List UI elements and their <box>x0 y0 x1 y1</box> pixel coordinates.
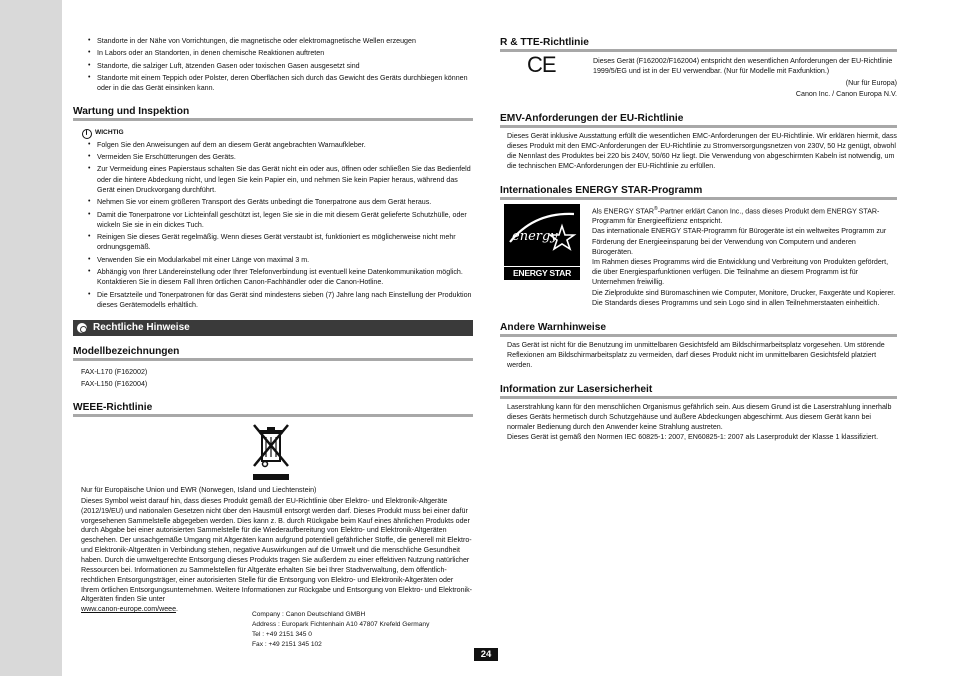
weee-symbol <box>251 422 291 483</box>
ce-mark <box>500 52 593 77</box>
laser-paragraph: Laserstrahlung kann für den menschlichen Organismus gefährlich sein. Aus diesem Grund ist die Laserstrahlung innerhalb dieses Geräts hermetisch durch Schutzgehäuse und äußere Abdeckungen abgeschirmt. Aus diesem Gerät kann bei normaler Bedienung durch den Anwender keine Strahlung austreten. <box>507 402 892 432</box>
rtte-note: (Nur für Europa) <box>845 79 897 88</box>
company-line: Address : Europark Fichtenhain A10 47807 Krefeld Germany <box>252 621 430 629</box>
company-line: Fax : +49 2151 345 102 <box>252 641 322 649</box>
rtte-company: Canon Inc. / Canon Europa N.V. <box>795 89 897 98</box>
list-item: • Nehmen Sie vor einem größeren Transport des Geräts unbedingt die Tonerpatrone aus dem Gerät heraus. <box>73 197 473 207</box>
rtte-section <box>500 52 897 77</box>
model-item: FAX-L170 (F162002) <box>81 368 148 377</box>
weee-heading: WEEE-Richtlinie <box>73 402 473 417</box>
energy-star-text <box>592 204 897 308</box>
weee-company-block <box>252 610 473 650</box>
right-column <box>500 0 897 442</box>
list-item: • Reinigen Sie dieses Gerät regelmäßig. Wenn dieses Gerät verstaubt ist, funktioniert es möglicherweise nicht mehr ordnungsgemäß. <box>73 232 473 252</box>
energy-star-paragraph <box>592 204 897 227</box>
energy-star-script: energy <box>512 228 558 244</box>
list-item: • Standorte in der Nähe von Vorrichtungen, die magnetische oder elektromagnetische Wellen erzeugen <box>73 36 473 46</box>
model-list <box>73 367 473 389</box>
emv-body: Dieses Gerät inklusive Ausstattung erfüllt die wesentlichen EMC-Anforderungen der EU-Richtlinie. Wir erklären hiermit, dass dieses Produkt mit den EMC-Anforderungen der EU-Richtlinie zu Stromversorgungsnetzen von 230V, 50 Hz genügt, obwohl die Nennlast des Produktes bei 220 bis 240V, 50/60 Hz liegt. Die Verwendung von abgeschirmten Kabeln ist notwendig, um die technischen EMC-Anforderungen der EU-Richtlinie zu erfüllen. <box>507 131 897 171</box>
company-line: Tel : +49 2151 345 0 <box>252 631 312 639</box>
energy-star-paragraph: Die Zielprodukte sind Büromaschinen wie Computer, Monitore, Drucker, Faxgeräte und Kopierer. Die Standards dieses Programms und sein Logo sind in allen Teilnehmerstaaten einheitlich. <box>592 288 896 307</box>
weee-link[interactable]: www.canon-europe.com/weee <box>81 605 177 614</box>
modell-heading: Modellbezeichnungen <box>73 346 473 361</box>
emv-heading: EMV-Anforderungen der EU-Richtlinie <box>500 113 897 128</box>
left-column <box>73 0 473 650</box>
list-item: • Vermeiden Sie Erschütterungen des Geräts. <box>73 152 473 162</box>
wartung-heading: Wartung und Inspektion <box>73 106 473 121</box>
legal-notices-banner <box>73 320 473 336</box>
registered-mark: ® <box>654 205 658 212</box>
warnings-body: Das Gerät ist nicht für die Benutzung im unmittelbaren Gesichtsfeld am Bildschirmarbeitsplatz vorgesehen. Um störende Reflexionen am Bildschirmarbeitsplatz zu vermeiden, darf dieses Produkt nicht im unmittelbaren Gesichtsfeld platziert werden. <box>507 341 885 370</box>
rtte-heading: R & TTE-Richtlinie <box>500 37 897 52</box>
list-item: • Zur Vermeidung eines Papierstaus schalten Sie das Gerät nicht ein oder aus, öffnen oder schließen Sie das Bedienfeld oder die hintere Abdeckung nicht, und legen Sie kein Papier ein, und nehmen Sie kein Papier heraus, während das Gerät einen Druckvorgang durchführt. <box>73 164 473 195</box>
energy-star-logo-text: ENERGY STAR <box>504 266 580 280</box>
list-item: • Standorte, die salziger Luft, ätzenden Gasen oder toxischen Gasen ausgesetzt sind <box>73 61 473 71</box>
laser-body <box>500 402 897 443</box>
energy-star-logo <box>500 204 592 308</box>
warnings-heading: Andere Warnhinweise <box>500 322 897 337</box>
weee-body <box>73 497 473 615</box>
energy-star-heading: Internationales ENERGY STAR-Programm <box>500 185 897 200</box>
energy-p1-pre: Als ENERGY STAR <box>592 206 655 215</box>
laser-paragraph: Dieses Gerät ist gemäß den Normen IEC 60825-1: 2007, EN60825-1: 2007 als Laserprodukt der Klasse 1 klassifiziert. <box>507 433 879 442</box>
list-item: • Standorte mit einem Teppich oder Polster, deren Oberflächen sich durch das Gewicht des Geräts durchbiegen können oder in die das Gerät einsinken kann. <box>73 73 473 93</box>
laser-heading: Information zur Lasersicherheit <box>500 384 897 399</box>
list-item: • Damit die Tonerpatrone vor Lichteinfall geschützt ist, legen Sie sie in die mit diesem Gerät gelieferte Schutzhülle, oder wickeln Sie sie in ein dickes Tuch. <box>73 210 473 230</box>
list-item: • Verwenden Sie ein Modularkabel mit einer Länge von maximal 3 m. <box>73 255 473 265</box>
weee-body-text: Dieses Symbol weist darauf hin, dass dieses Produkt gemäß der EU-Richtlinie über Elektro- und Elektronik-Altgeräte (2012/19/EU) und nationalen Gesetzen nicht über den Hausmüll entsorgt werden darf. Dieses Produkt muss bei einer dafür vorgesehenen Sammelstelle abgegeben werden. Dies kann z. B. durch Rückgabe beim Kauf eines ähnlichen Produkts oder durch Abgabe bei einer autorisierten Sammelstelle für die Wiederaufbereitung von Elektro- und Elektronik-Altgeräten geschehen. Der unsachgemäße Umgang mit Altgeräten kann aufgrund potentiell gefährlicher Stoffe, die generell mit Elektro- und Elektronik-Altgeräten in Verbindung stehen, negative Auswirkungen auf die Umwelt und die menschliche Gesundheit haben. Durch die umweltgerechte Entsorgung dieses Produkts tragen Sie außerdem zu einer effektiven Nutzung natürlicher Ressourcen bei. Informationen zu Sammelstellen für Altgeräte erhalten Sie bei Ihrer Stadtverwaltung, dem öffentlich-rechtlichen Entsorgungsträger, einer autorisierten Stelle für die Entsorgung von Elektro- und Elektronik-Altgeräten oder Ihrem örtlichen Entsorgungsunternehmen. Weitere Informationen zur Rückgabe und Entsorgung von Elektro- und Elektronik-Altgeräten finden Sie unter <box>81 496 473 604</box>
wartung-bullet-list <box>73 140 473 311</box>
page-number: 24 <box>474 648 498 661</box>
location-bullet-list <box>73 36 473 94</box>
important-label <box>82 129 473 139</box>
rtte-text: Dieses Gerät (F162002/F162004) entspricht den wesentlichen Anforderungen der EU-Richtlinie 1999/5/EG und ist in der EU verwendbar. (Nur für Modelle mit Faxfunktion.) <box>593 57 893 76</box>
energy-p1-post: -Partner erklärt Canon Inc., dass dieses Produkt dem ENERGY STAR-Programm für Energieeffizienz entspricht. <box>592 206 880 226</box>
list-item: • Folgen Sie den Anweisungen auf dem an diesem Gerät angebrachten Warnaufkleber. <box>73 140 473 150</box>
company-line: Company : Canon Deutschland GMBH <box>252 611 366 619</box>
energy-star-logo-box <box>504 204 580 280</box>
page-margin-sidebar <box>0 0 62 676</box>
important-text: WICHTIG <box>95 129 124 137</box>
energy-star-paragraph: Im Rahmen dieses Programms wird die Entwicklung und Verbreitung von Produkten gefördert, die über Energiesparfunktionen verfügen. Die Teilnahme an diesem Programm ist für Unternehmen freiwillig. <box>592 258 889 287</box>
list-item: • Die Ersatzteile und Tonerpatronen für das Gerät sind mindestens sieben (7) Jahre lang nach Einstellung der Produktion dieses Gerätemodells erhältlich. <box>73 290 473 310</box>
crossed-bin-icon <box>251 422 291 480</box>
weee-eu-note: Nur für Europäische Union und EWR (Norwegen, Island und Liechtenstein) <box>81 485 317 494</box>
energy-star-paragraph: Das internationale ENERGY STAR-Programm für Bürogeräte ist ein weltweites Programm zur Förderung der Energieeinsparung bei der Verwendung von Computern und anderen Bürogeräten. <box>592 227 887 256</box>
ce-mark-icon: CE <box>527 52 556 77</box>
caution-icon <box>82 129 92 139</box>
section-marker-icon <box>77 323 87 333</box>
banner-title: Rechtliche Hinweise <box>93 322 190 334</box>
weee-link-suffix: . <box>176 605 179 614</box>
list-item: • Abhängig von Ihrer Ländereinstellung oder Ihrer Telefonverbindung ist eventuell keine Datenkommunikation möglich. Kontaktieren Sie in diesem Fall Ihren örtlichen Canon-Fachhändler oder die Canon-Hotline. <box>73 267 473 287</box>
energy-star-section <box>500 204 897 308</box>
model-item: FAX-L150 (F162004) <box>81 380 148 389</box>
list-item: • In Labors oder an Standorten, in denen chemische Reaktionen auftreten <box>73 48 473 58</box>
